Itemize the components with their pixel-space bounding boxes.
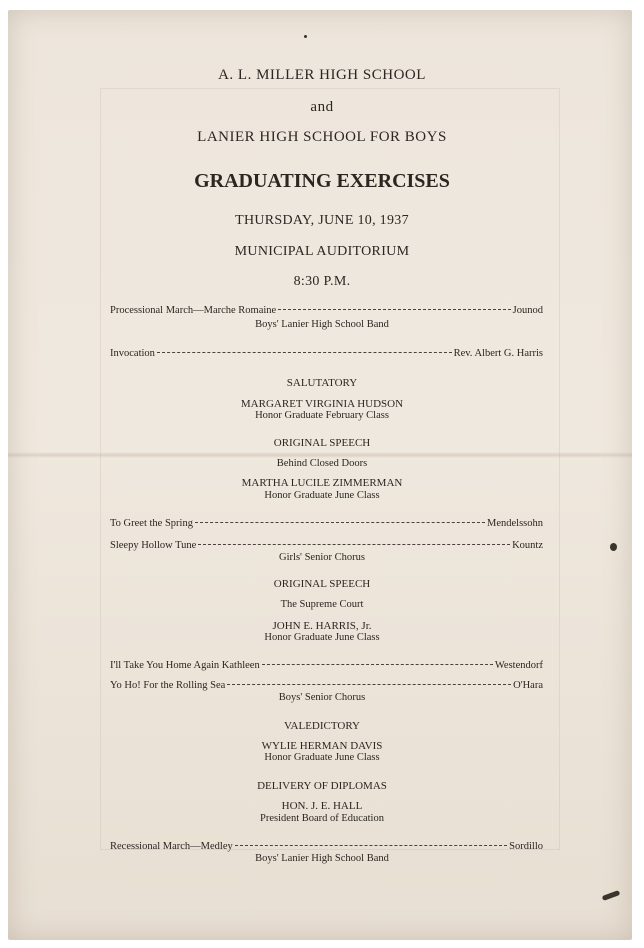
song-line	[110, 518, 543, 529]
section-heading: ORIGINAL SPEECH	[273, 578, 371, 590]
section-heading: DELIVERY OF DIPLOMAS	[257, 780, 387, 792]
song-line	[110, 680, 543, 691]
program-item-composer: O'Hara	[513, 680, 543, 691]
performer: Boys' Senior Chorus	[278, 692, 366, 703]
and-text: and	[310, 99, 334, 115]
school-name-1: A. L. MILLER HIGH SCHOOL	[218, 67, 426, 83]
speaker-note: Honor Graduate June Class	[264, 632, 380, 643]
processional-performer: Boys' Lanier High School Band	[255, 319, 389, 330]
section-heading: VALEDICTORY	[284, 720, 360, 732]
program-item-title: Recessional March—Medley	[110, 841, 233, 852]
leader-dots	[198, 544, 510, 545]
program-item-title: Invocation	[110, 348, 155, 359]
section-heading: SALUTATORY	[286, 377, 358, 389]
program-item-composer: Mendelssohn	[487, 518, 543, 529]
program-item-composer: Kountz	[512, 540, 543, 551]
event-venue: MUNICIPAL AUDITORIUM	[234, 244, 410, 259]
speaker-note: Honor Graduate June Class	[264, 752, 380, 763]
speaker-name: MARTHA LUCILE ZIMMERMAN	[241, 477, 403, 489]
leader-dots	[227, 684, 511, 685]
section-heading: ORIGINAL SPEECH	[273, 437, 371, 449]
program-item-composer: Sordillo	[509, 841, 543, 852]
leader-dots	[157, 352, 452, 353]
program-item-composer: Westendorf	[494, 660, 543, 671]
speaker-name: HON. J. E. HALL	[281, 800, 363, 812]
recessional-line	[110, 841, 543, 852]
ink-spot	[610, 543, 617, 551]
performer: Girls' Senior Chorus	[279, 552, 365, 563]
ink-spot	[304, 35, 307, 38]
speech-title: The Supreme Court	[280, 599, 364, 610]
program-item-title: I'll Take You Home Again Kathleen	[110, 660, 260, 671]
leader-dots	[235, 845, 507, 846]
speaker-note: Honor Graduate June Class	[264, 490, 380, 501]
invocation-line	[110, 348, 543, 359]
leader-dots	[195, 522, 485, 523]
speaker-name: WYLIE HERMAN DAVIS	[261, 740, 383, 752]
school-name-2: LANIER HIGH SCHOOL FOR BOYS	[197, 129, 447, 145]
event-date: THURSDAY, JUNE 10, 1937	[235, 213, 409, 228]
speaker-name: MARGARET VIRGINIA HUDSON	[240, 398, 404, 410]
event-time: 8:30 P.M.	[293, 274, 351, 289]
speech-title: Behind Closed Doors	[276, 458, 368, 469]
program-item-speaker: Rev. Albert G. Harris	[453, 348, 543, 359]
faded-inner-border	[100, 88, 560, 850]
program-item-title: Sleepy Hollow Tune	[110, 540, 197, 551]
song-line	[110, 540, 543, 551]
song-line	[110, 660, 543, 671]
page-title: GRADUATING EXERCISES	[194, 170, 450, 192]
speaker-name: JOHN E. HARRIS, Jr.	[272, 620, 372, 632]
program-item-title: Yo Ho! For the Rolling Sea	[110, 680, 226, 691]
leader-dots	[262, 664, 493, 665]
program-item-composer: Jounod	[512, 305, 543, 316]
speaker-note: President Board of Education	[260, 813, 384, 824]
leader-dots	[278, 309, 510, 310]
speaker-note: Honor Graduate February Class	[255, 410, 389, 421]
program-item-title: Processional March—Marche Romaine	[110, 305, 277, 316]
program-item-title: To Greet the Spring	[110, 518, 193, 529]
recessional-performer: Boys' Lanier High School Band	[255, 853, 389, 864]
processional-line	[110, 305, 543, 316]
